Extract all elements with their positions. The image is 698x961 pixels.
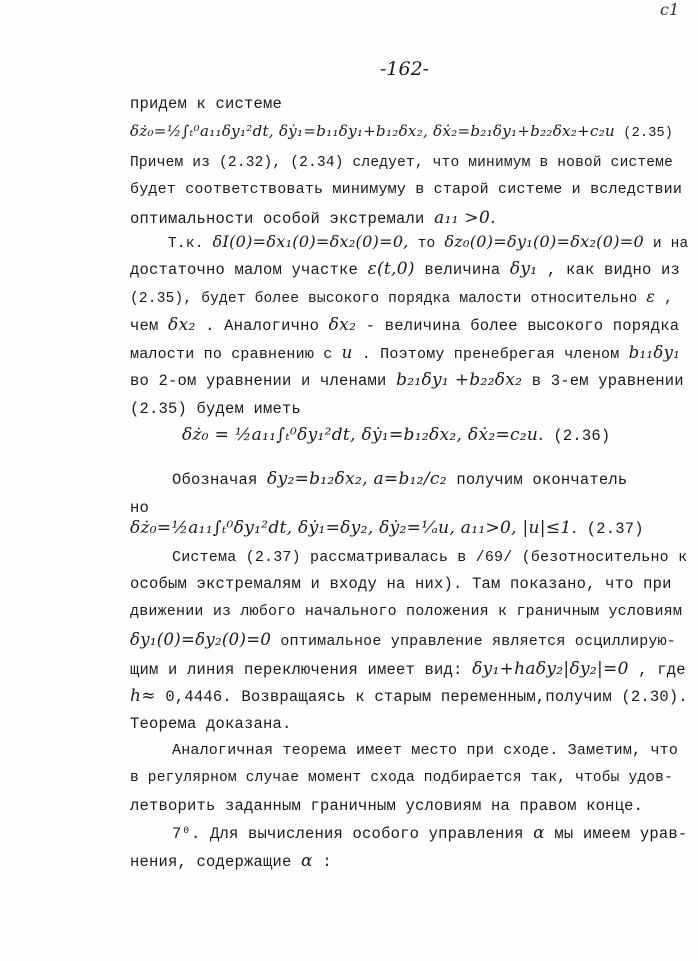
typed-text: - величина более высокого порядка [365, 317, 680, 335]
handwritten-formula: ε(t,0) [367, 259, 415, 279]
corner-mark: с1 [660, 0, 680, 19]
typed-text: . Аналогично [205, 317, 320, 335]
typed-text: , как видно из [546, 261, 680, 279]
text-line [172, 469, 627, 490]
typed-text: Т.к. [168, 236, 204, 252]
text-line [130, 153, 673, 173]
handwritten-formula: δż₀=½a₁₁∫ₜ⁰δy₁²dt, δẏ₁=δy₂, δẏ₂=¹⁄ₐu, a₁₁>0, |u|≤1. [130, 518, 578, 538]
equation-line [130, 121, 673, 144]
handwritten-formula: δy₁(0)=δy₂(0)=0 [130, 630, 272, 649]
typed-text: в 3-ем уравнении [531, 372, 684, 390]
text-line [130, 659, 686, 680]
typed-text: в регулярном случае момент схода подбирается так, чтобы удов- [130, 770, 673, 786]
typed-text: нения, содержащие [130, 853, 292, 871]
typed-text: , [664, 291, 673, 307]
typed-text: 7⁰. Для вычисления особого управления [172, 825, 524, 843]
text-line [130, 343, 680, 365]
typed-text: Причем из (2.32), (2.34) следует, что минимум в новой системе [130, 155, 673, 171]
handwritten-formula: δy₁+haδy₂|δy₂|=0 [472, 659, 629, 679]
text-line [172, 548, 687, 568]
typed-text: величина [424, 261, 501, 279]
text-line [130, 714, 292, 734]
typed-text: достаточно малом участке [130, 261, 359, 279]
typed-text: оптимальности особой экстремали [130, 210, 425, 228]
typed-text: (2.35) будем иметь [130, 400, 302, 418]
typed-text: чем [130, 317, 159, 335]
text-line [130, 602, 682, 622]
typed-text: (2.35), будет более высокого порядка малости относительно [130, 291, 638, 307]
text-line [168, 232, 688, 254]
text-line [130, 851, 332, 872]
handwritten-formula: b₁₁δy₁ [628, 343, 681, 362]
equation-line [130, 518, 644, 539]
handwritten-formula: δx₂ [168, 315, 196, 335]
text-line [130, 768, 673, 788]
typed-text: (2.36) [553, 427, 611, 445]
text-line [172, 823, 687, 844]
page-number: -162- [380, 58, 430, 80]
text-line [130, 259, 680, 280]
typed-text: (2.37) [586, 520, 644, 538]
handwritten-formula: δx₂ [328, 315, 357, 335]
handwritten-formula: b₂₁δy₁ +b₂₂δx₂ [396, 370, 523, 390]
typed-text: Система (2.37) рассматривалась в /69/ (безотносительно к [172, 549, 688, 566]
text-line [130, 208, 496, 229]
typed-text: , где [638, 661, 686, 679]
typed-text: : [322, 853, 332, 871]
typed-text: во 2-ом уравнении и членами [130, 372, 387, 390]
typed-text: (2.35) [623, 126, 674, 141]
typed-text: но [130, 499, 150, 517]
text-line [130, 399, 301, 419]
handwritten-formula: α [533, 823, 545, 843]
text-line [130, 686, 688, 707]
typed-text: щим и линия переключения имеет вид: [130, 661, 463, 679]
typed-text: малости по сравнению с [130, 346, 333, 363]
handwritten-formula: δz₀(0)=δy₁(0)=δx₂(0)=0 [444, 232, 644, 251]
handwritten-formula: δy₁ [509, 259, 538, 279]
handwritten-formula: u [341, 343, 353, 362]
typed-text: . Поэтому пренебрегая членом [361, 346, 620, 363]
text-line [130, 630, 676, 652]
text-line [130, 180, 682, 200]
handwritten-formula: δI(0)=δx₁(0)=δx₂(0)=0, [212, 232, 409, 251]
typed-text: мы имеем урав- [554, 825, 688, 843]
text-line [130, 370, 684, 391]
handwritten-formula: δż₀=½∫ₜ⁰a₁₁δy₁²dt, δẏ₁=b₁₁δy₁+b₁₂δx₂, δẋ₂=b₂₁δy₁+b₂₂δx₂+c₂u [130, 122, 615, 140]
typed-text: Обозначая [172, 471, 258, 489]
text-line [130, 498, 149, 518]
typed-text: будет соответствовать минимуму в старой системе и вследствии [130, 181, 683, 198]
handwritten-formula: α [301, 851, 313, 871]
typed-text: Теорема доказана. [130, 715, 292, 733]
text-line [130, 796, 643, 816]
handwritten-formula: δż₀ = ½a₁₁∫ₜ⁰δy₁²dt, δẏ₁=b₁₂δx₂, δẋ₂=c₂u. [182, 425, 544, 445]
equation-line [182, 425, 610, 446]
text-line [130, 574, 672, 594]
typed-text: особым экстремалям и входу на них). Там показано, что при [130, 575, 672, 593]
handwritten-formula: ε [646, 287, 656, 306]
typed-text: то [417, 236, 436, 252]
typed-text: летворить заданным граничным условиям на правом конце. [130, 797, 644, 815]
typed-text: оптимальное управление является осциллирую- [280, 633, 677, 650]
typed-text: 0,4446. Возвращаясь к старым переменным,получим (2.30). [165, 688, 688, 706]
typed-text: получим окончатель [456, 471, 628, 489]
text-line [172, 741, 678, 761]
text-line [130, 287, 673, 309]
text-line [130, 94, 282, 114]
handwritten-formula: δy₂=b₁₂δx₂, a=b₁₂/c₂ [267, 469, 447, 489]
text-line [130, 315, 679, 336]
typed-text: движении из любого начального положения к граничным условиям [130, 603, 683, 620]
handwritten-formula: h≈ [130, 686, 156, 706]
handwritten-formula: a₁₁ >0. [434, 208, 496, 228]
typed-text: Аналогичная теорема имеет место при сходе. Заметим, что [172, 742, 679, 759]
typed-text: и на [652, 236, 689, 252]
typed-text: придем к системе [130, 95, 283, 113]
